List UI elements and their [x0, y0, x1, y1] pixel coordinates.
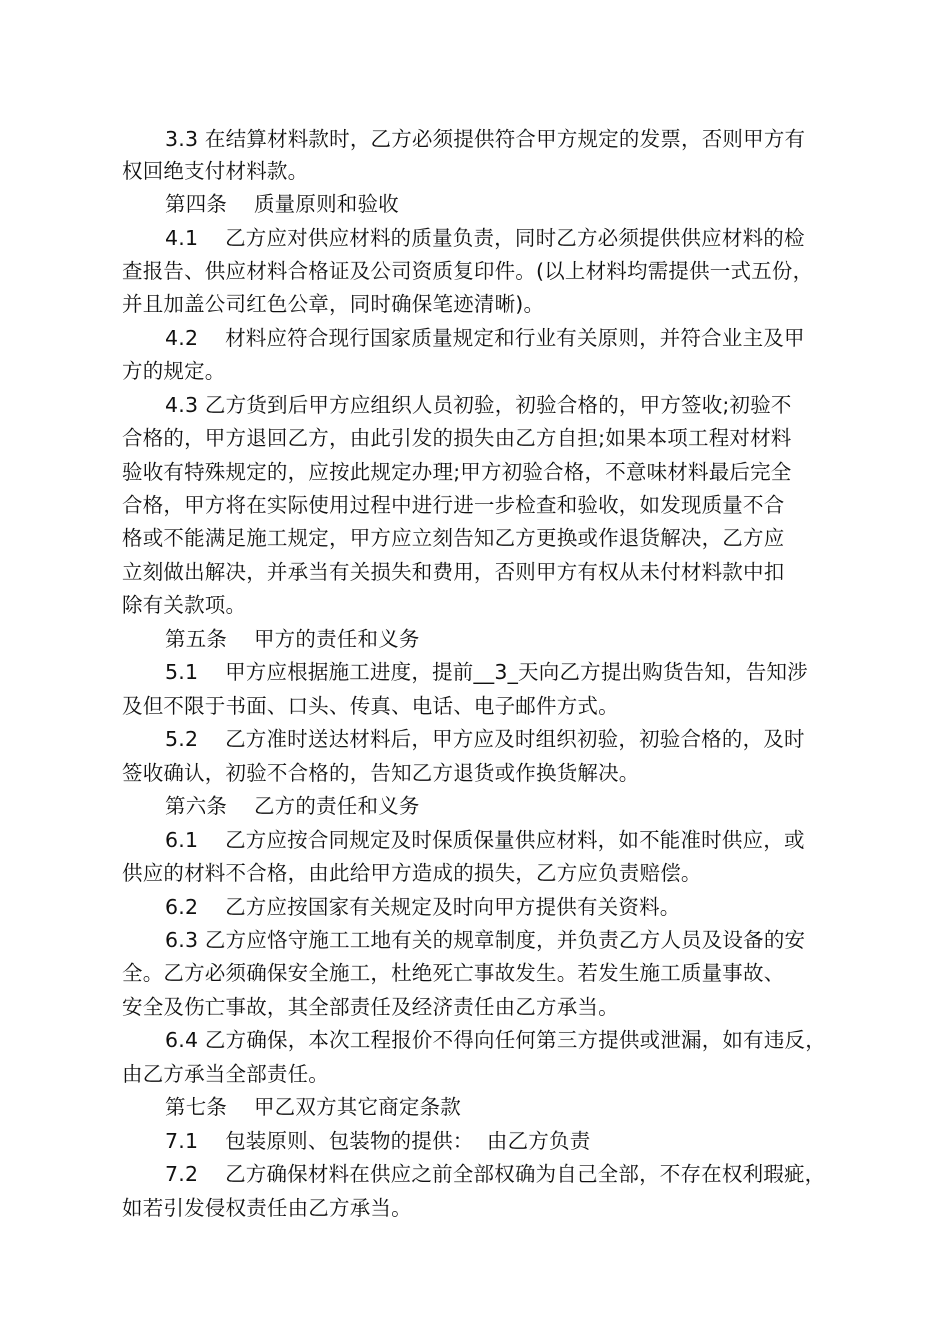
paragraph-line: 5.1 甲方应根据施工进度，提前__3_天向乙方提出购货告知，告知涉: [165, 660, 808, 684]
paragraph-line: 6.1 乙方应按合同规定及时保质保量供应材料，如不能准时供应，或: [165, 828, 805, 852]
paragraph-line: 格或不能满足施工规定，甲方应立刻告知乙方更换或作退货解决，乙方应: [122, 526, 785, 550]
paragraph-line: 安全及伤亡事故，其全部责任及经济责任由乙方承当。: [122, 995, 619, 1019]
paragraph-line: 由乙方承当全部责任。: [122, 1062, 329, 1086]
paragraph-line: 4.3 乙方货到后甲方应组织人员初验，初验合格的，甲方签收;初验不: [165, 393, 792, 417]
section-heading: 第六条 乙方的责任和义务: [165, 794, 420, 818]
paragraph-line: 及但不限于书面、口头、传真、电话、电子邮件方式。: [122, 694, 619, 718]
paragraph-line: 查报告、供应材料合格证及公司资质复印件。(以上材料均需提供一式五份，: [122, 259, 814, 283]
paragraph-line: 5.2 乙方准时送达材料后，甲方应及时组织初验，初验合格的，及时: [165, 727, 805, 751]
paragraph-line: 全。乙方必须确保安全施工，杜绝死亡事故发生。若发生施工质量事故、: [122, 961, 785, 985]
paragraph-line: 权回绝支付材料款。: [122, 159, 309, 183]
paragraph-line: 3.3 在结算材料款时，乙方必须提供符合甲方规定的发票，否则甲方有: [165, 127, 806, 151]
paragraph-line: 签收确认，初验不合格的，告知乙方退货或作换货解决。: [122, 761, 640, 785]
paragraph-line: 7.1 包装原则、包装物的提供： 由乙方负责: [165, 1129, 591, 1153]
paragraph-line: 6.4 乙方确保，本次工程报价不得向任何第三方提供或泄漏，如有违反，: [165, 1028, 826, 1052]
paragraph-line: 并且加盖公司红色公章，同时确保笔迹清晰)。: [122, 292, 545, 316]
section-heading: 第五条 甲方的责任和义务: [165, 627, 420, 651]
paragraph-line: 如若引发侵权责任由乙方承当。: [122, 1196, 412, 1220]
paragraph-line: 供应的材料不合格，由此给甲方造成的损失，乙方应负责赔偿。: [122, 861, 702, 885]
paragraph-line: 方的规定。: [122, 359, 226, 383]
paragraph-line: 6.2 乙方应按国家有关规定及时向甲方提供有关资料。: [165, 895, 681, 919]
paragraph-line: 7.2 乙方确保材料在供应之前全部权确为自己全部，不存在权利瑕疵，: [165, 1162, 826, 1186]
paragraph-line: 4.2 材料应符合现行国家质量规定和行业有关原则，并符合业主及甲: [165, 326, 805, 350]
section-heading: 第七条 甲乙双方其它商定条款: [165, 1095, 461, 1119]
paragraph-line: 验收有特殊规定的，应按此规定办理;甲方初验合格，不意味材料最后完全: [122, 460, 792, 484]
paragraph-line: 除有关款项。: [122, 593, 247, 617]
paragraph-line: 合格，甲方将在实际使用过程中进行进一步检查和验收，如发现质量不合: [122, 493, 785, 517]
paragraph-line: 6.3 乙方应恪守施工工地有关的规章制度，并负责乙方人员及设备的安: [165, 928, 806, 952]
paragraph-line: 立刻做出解决，并承当有关损失和费用，否则甲方有权从未付材料款中扣: [122, 560, 785, 584]
paragraph-line: 合格的，甲方退回乙方，由此引发的损失由乙方自担;如果本项工程对材料: [122, 426, 792, 450]
paragraph-line: 4.1 乙方应对供应材料的质量负责，同时乙方必须提供供应材料的检: [165, 226, 805, 250]
section-heading: 第四条 质量原则和验收: [165, 192, 399, 216]
